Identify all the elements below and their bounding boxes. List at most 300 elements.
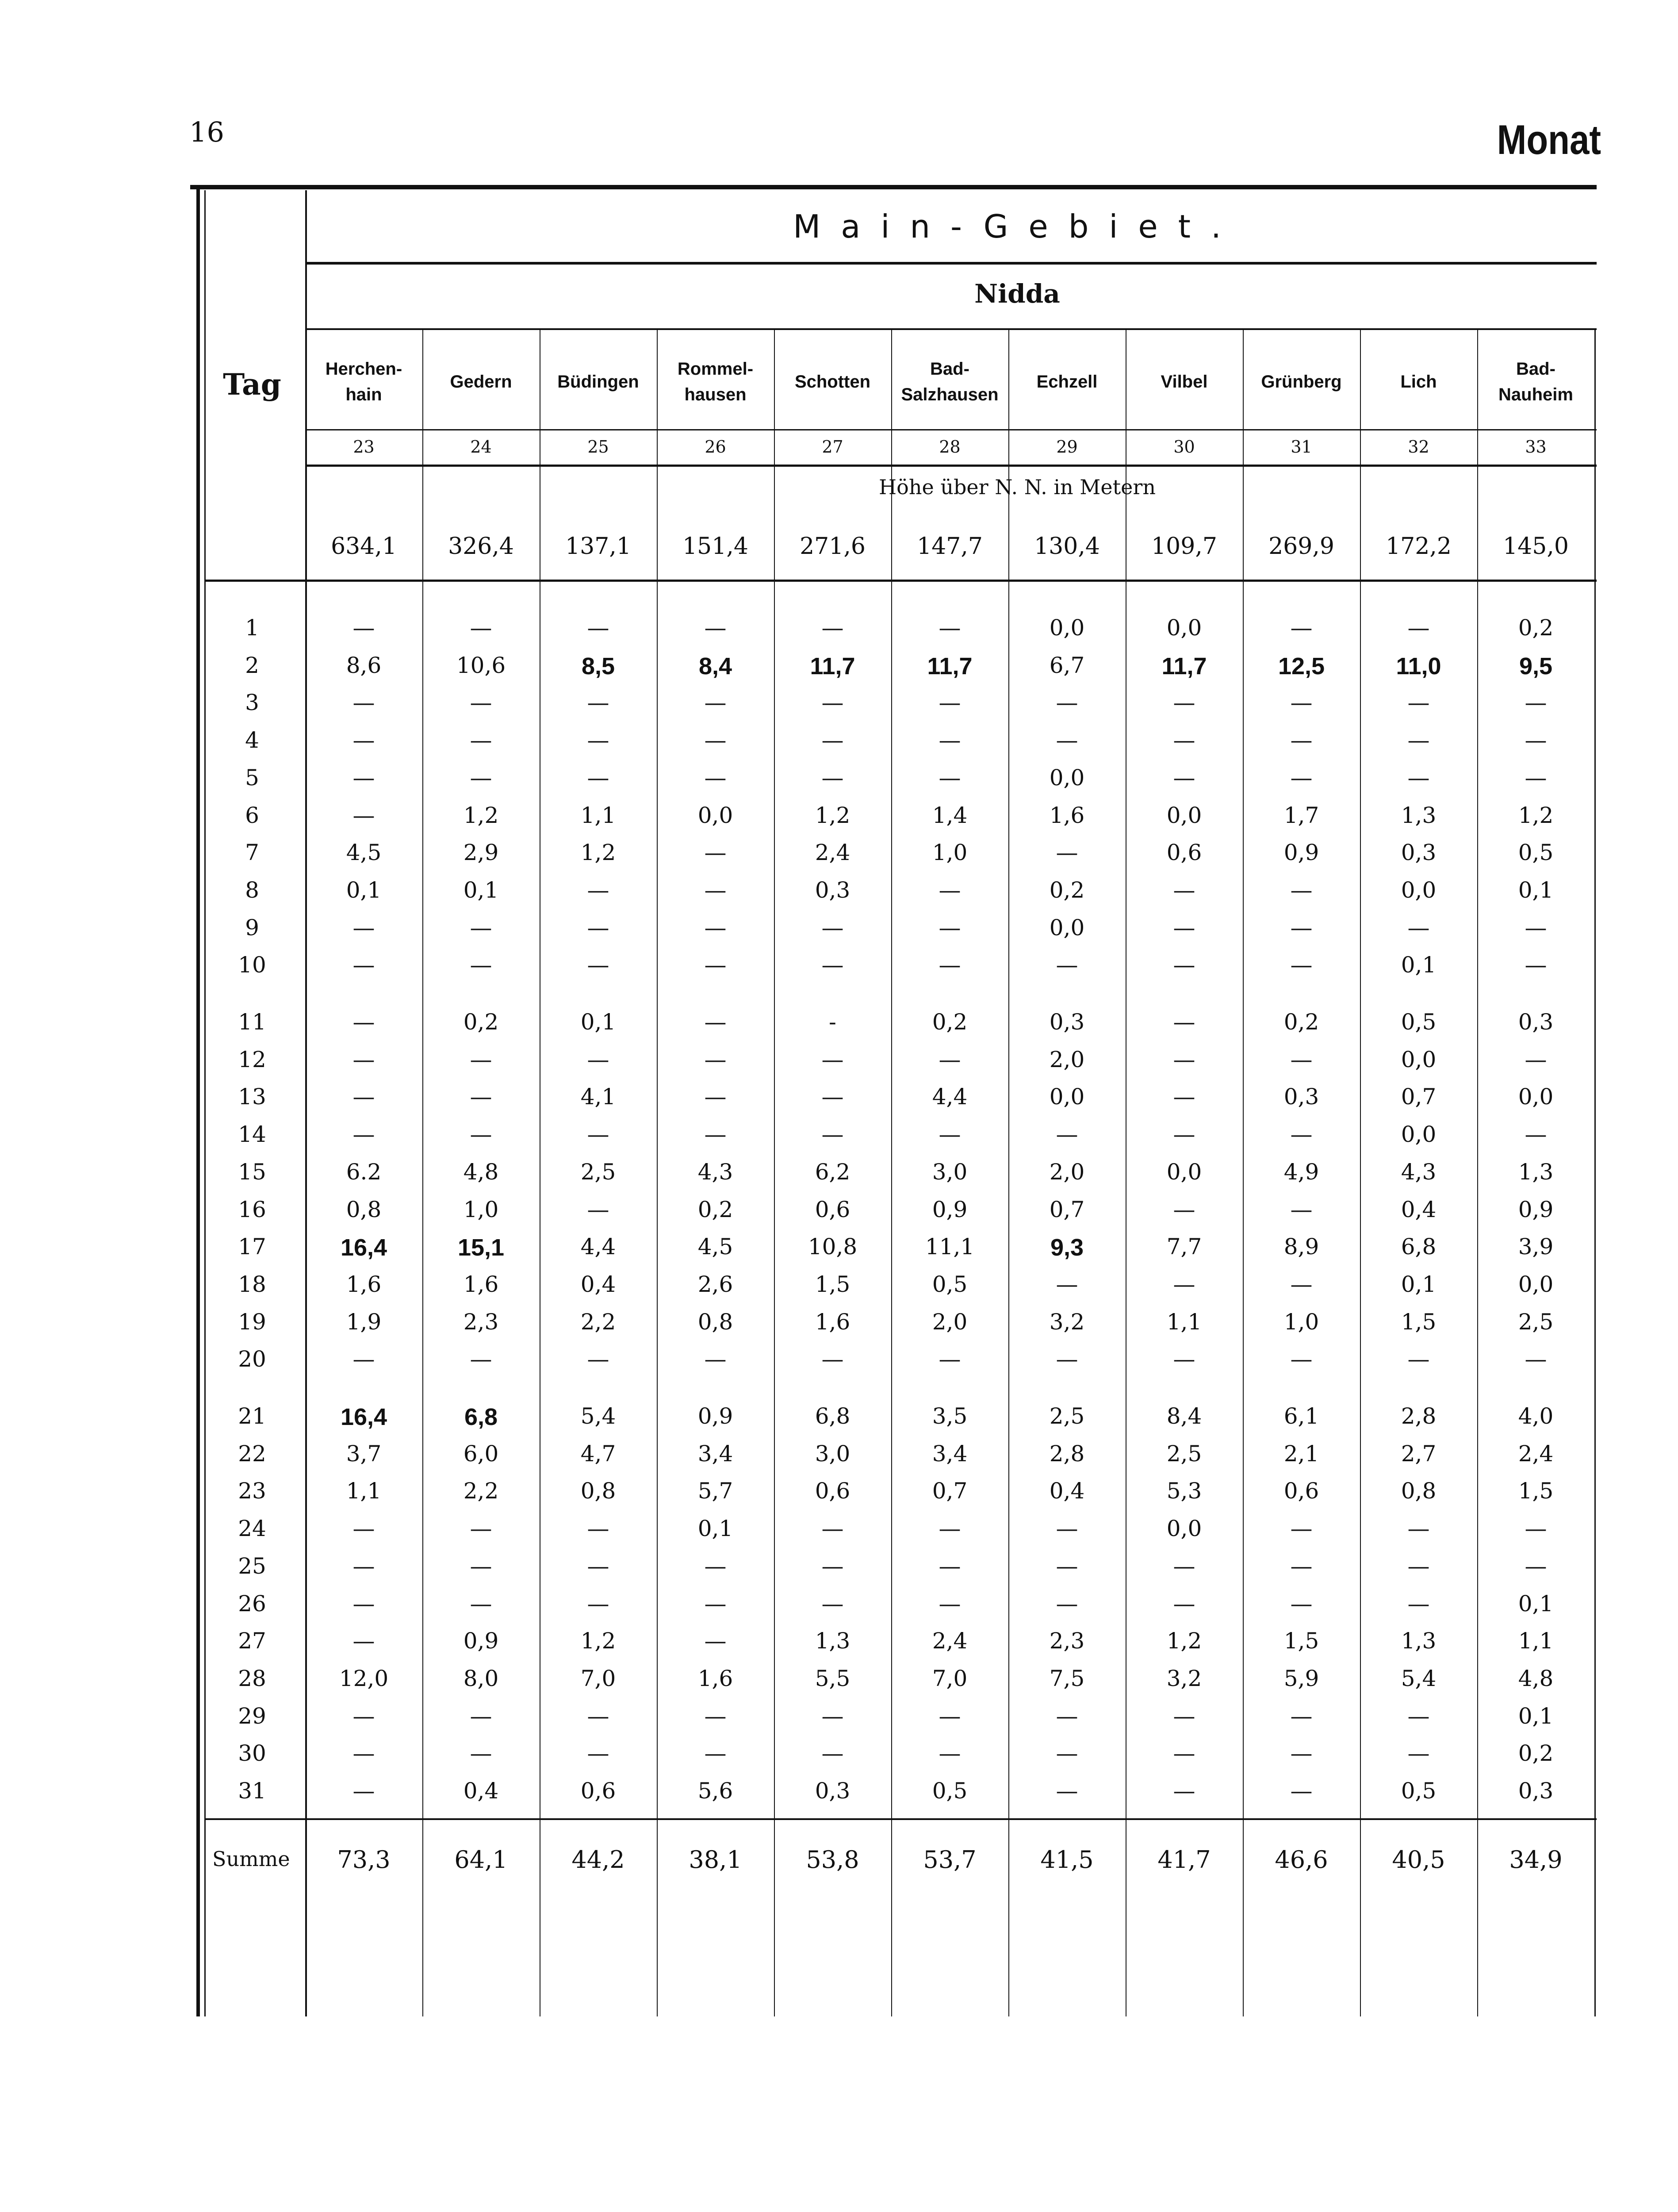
day-number: 8 xyxy=(245,877,259,903)
precipitation-value: 0,4 xyxy=(463,1778,499,1804)
precipitation-value: 0,4 xyxy=(580,1271,616,1297)
day-number: 27 xyxy=(238,1628,266,1654)
precipitation-value: — xyxy=(1056,952,1078,978)
precipitation-value: — xyxy=(587,764,609,791)
precipitation-value: 1,2 xyxy=(815,802,850,828)
precipitation-value: — xyxy=(939,952,961,978)
precipitation-value: — xyxy=(704,1628,727,1654)
precipitation-value: 0,0 xyxy=(1049,615,1085,641)
precipitation-value: — xyxy=(1290,727,1313,753)
precipitation-value: 2,0 xyxy=(1049,1159,1085,1185)
day-number: 7 xyxy=(245,840,259,866)
station-number: 32 xyxy=(1408,437,1429,457)
precipitation-value: 0,3 xyxy=(1283,1084,1319,1110)
precipitation-value: 4,3 xyxy=(697,1159,733,1185)
monthly-sum: 44,2 xyxy=(571,1846,625,1874)
precipitation-value: — xyxy=(470,1346,492,1372)
precipitation-value: 0,0 xyxy=(1401,1121,1437,1148)
precipitation-value: 1,6 xyxy=(1049,802,1085,828)
precipitation-value: 1,3 xyxy=(1401,802,1437,828)
day-number: 16 xyxy=(238,1196,266,1222)
precipitation-value: — xyxy=(821,690,844,716)
precipitation-value: 11,7 xyxy=(1161,653,1207,680)
precipitation-value: — xyxy=(1525,1046,1547,1072)
precipitation-value: 4,4 xyxy=(580,1234,616,1260)
monthly-sum: 40,5 xyxy=(1392,1846,1445,1874)
precipitation-value: — xyxy=(1056,1346,1078,1372)
precipitation-value: — xyxy=(587,1196,609,1222)
day-number: 3 xyxy=(245,690,259,716)
precipitation-value: 1,6 xyxy=(815,1309,850,1335)
precipitation-value: — xyxy=(939,1346,961,1372)
station-elevation: 151,4 xyxy=(682,533,748,560)
precipitation-value: 4,4 xyxy=(932,1084,968,1110)
precipitation-value: 4,5 xyxy=(697,1234,733,1260)
precipitation-value: — xyxy=(1290,764,1313,791)
precipitation-value: — xyxy=(1525,1553,1547,1579)
precipitation-value: 5,4 xyxy=(580,1403,616,1429)
station-number: 33 xyxy=(1525,437,1547,457)
monthly-sum: 46,6 xyxy=(1275,1846,1328,1874)
precipitation-value: — xyxy=(939,727,961,753)
table-left-inner-rule xyxy=(204,190,206,2016)
precipitation-value: 0,0 xyxy=(1166,1159,1202,1185)
precipitation-value: 0,0 xyxy=(1401,877,1437,903)
precipitation-value: 1,3 xyxy=(815,1628,850,1654)
precipitation-value: 1,5 xyxy=(1518,1478,1554,1504)
day-number: 24 xyxy=(238,1516,266,1542)
precipitation-value: — xyxy=(821,764,844,791)
precipitation-value: — xyxy=(939,1590,961,1617)
precipitation-value: 1,3 xyxy=(1401,1628,1437,1654)
precipitation-value: 1,1 xyxy=(346,1478,382,1504)
precipitation-value: — xyxy=(821,1703,844,1729)
precipitation-value: 4,3 xyxy=(1401,1159,1437,1185)
precipitation-value: 2,9 xyxy=(463,840,499,866)
station-elevation: 172,2 xyxy=(1386,533,1452,560)
precipitation-value: — xyxy=(470,914,492,941)
precipitation-value: — xyxy=(1290,914,1313,941)
precipitation-value: — xyxy=(1525,764,1547,791)
precipitation-value: — xyxy=(470,764,492,791)
precipitation-value: — xyxy=(1173,952,1195,978)
precipitation-value: — xyxy=(1173,877,1195,903)
precipitation-value: — xyxy=(1407,914,1430,941)
precipitation-value: 3,0 xyxy=(932,1159,968,1185)
precipitation-value: — xyxy=(704,1046,727,1072)
precipitation-value: 5,6 xyxy=(697,1778,733,1804)
precipitation-value: — xyxy=(939,1121,961,1148)
precipitation-value: — xyxy=(1290,877,1313,903)
precipitation-value: 1,5 xyxy=(1401,1309,1437,1335)
precipitation-value: 4,7 xyxy=(580,1440,616,1467)
station-name: Herchen- hain xyxy=(325,359,402,404)
precipitation-value: 2,7 xyxy=(1401,1440,1437,1467)
station-name: Büdingen xyxy=(557,372,639,392)
day-number: 12 xyxy=(238,1046,266,1072)
precipitation-value: — xyxy=(352,1740,375,1767)
day-number: 13 xyxy=(238,1084,266,1110)
precipitation-value: 1,6 xyxy=(697,1665,733,1691)
precipitation-value: — xyxy=(704,764,727,791)
precipitation-value: — xyxy=(352,1121,375,1148)
precipitation-value: 1,0 xyxy=(1283,1309,1319,1335)
precipitation-value: 2,5 xyxy=(1049,1403,1085,1429)
precipitation-value: — xyxy=(587,1740,609,1767)
precipitation-value: 1,0 xyxy=(932,840,968,866)
precipitation-value: — xyxy=(1290,1740,1313,1767)
precipitation-value: — xyxy=(704,1346,727,1372)
region-title: Main-Gebiet. xyxy=(793,208,1241,245)
precipitation-value: — xyxy=(939,1516,961,1542)
day-number: 28 xyxy=(238,1665,266,1691)
precipitation-value: 8,4 xyxy=(1166,1403,1202,1429)
station-name: Bad- Salzhausen xyxy=(901,359,999,404)
day-number: 25 xyxy=(238,1553,266,1579)
precipitation-value: 4,9 xyxy=(1283,1159,1319,1185)
precipitation-value: 1,1 xyxy=(580,802,616,828)
monthly-sum: 53,7 xyxy=(923,1846,977,1874)
precipitation-value: 0,0 xyxy=(1166,802,1202,828)
precipitation-value: — xyxy=(704,877,727,903)
precipitation-value: — xyxy=(821,1346,844,1372)
precipitation-value: — xyxy=(1056,1121,1078,1148)
precipitation-value: 0,4 xyxy=(1049,1478,1085,1504)
precipitation-value: — xyxy=(1173,1009,1195,1035)
precipitation-value: — xyxy=(1525,1516,1547,1542)
precipitation-value: 2,3 xyxy=(463,1309,499,1335)
precipitation-value: — xyxy=(352,764,375,791)
precipitation-value: — xyxy=(587,914,609,941)
precipitation-value: — xyxy=(1056,840,1078,866)
station-number: 23 xyxy=(353,437,375,457)
precipitation-value: 2,0 xyxy=(1049,1046,1085,1072)
precipitation-value: 12,5 xyxy=(1278,653,1325,680)
precipitation-value: 0,0 xyxy=(1049,914,1085,941)
precipitation-value: — xyxy=(704,615,727,641)
precipitation-value: — xyxy=(821,1046,844,1072)
precipitation-value: — xyxy=(1173,1196,1195,1222)
table-left-rule xyxy=(196,185,200,2016)
precipitation-value: — xyxy=(1525,727,1547,753)
river-rule xyxy=(305,328,1597,330)
precipitation-value: — xyxy=(704,1121,727,1148)
station-number: 25 xyxy=(587,437,609,457)
precipitation-value: — xyxy=(587,1516,609,1542)
precipitation-value: — xyxy=(1056,1740,1078,1767)
station-elevation: 145,0 xyxy=(1503,533,1569,560)
day-number: 30 xyxy=(238,1740,266,1767)
summe-label: Summe xyxy=(212,1847,290,1871)
precipitation-value: 1,4 xyxy=(932,802,968,828)
precipitation-value: 1,5 xyxy=(815,1271,850,1297)
precipitation-value: 1,6 xyxy=(346,1271,382,1297)
precipitation-value: 16,4 xyxy=(340,1404,387,1430)
precipitation-value: — xyxy=(1173,1553,1195,1579)
precipitation-value: — xyxy=(1525,1121,1547,1148)
precipitation-value: 15,1 xyxy=(457,1234,505,1261)
precipitation-value: — xyxy=(1407,690,1430,716)
day-number: 29 xyxy=(238,1703,266,1729)
precipitation-value: — xyxy=(704,1740,727,1767)
monthly-sum: 73,3 xyxy=(337,1846,391,1874)
precipitation-value: — xyxy=(587,1590,609,1617)
precipitation-value: — xyxy=(1290,1703,1313,1729)
precipitation-value: 0,9 xyxy=(463,1628,499,1654)
day-number: 20 xyxy=(238,1346,266,1372)
precipitation-value: — xyxy=(1173,1084,1195,1110)
precipitation-value: — xyxy=(939,877,961,903)
precipitation-value: — xyxy=(704,690,727,716)
precipitation-value: 0,4 xyxy=(1401,1196,1437,1222)
station-name: Grünberg xyxy=(1261,372,1342,392)
precipitation-value: — xyxy=(587,1703,609,1729)
precipitation-value: 0,8 xyxy=(1401,1478,1437,1504)
river-name: Nidda xyxy=(974,279,1060,309)
station-name: Bad- Nauheim xyxy=(1498,359,1573,404)
precipitation-value: 3,4 xyxy=(932,1440,968,1467)
station-name-rule xyxy=(305,429,1597,430)
precipitation-value: 0,0 xyxy=(1518,1271,1554,1297)
precipitation-value: 2,2 xyxy=(463,1478,499,1504)
precipitation-value: — xyxy=(1290,1346,1313,1372)
precipitation-value: 0,9 xyxy=(697,1403,733,1429)
precipitation-value: — xyxy=(470,1553,492,1579)
precipitation-value: — xyxy=(1407,1346,1430,1372)
precipitation-value: — xyxy=(352,914,375,941)
precipitation-value: 0,1 xyxy=(346,877,382,903)
precipitation-value: 0,0 xyxy=(1166,615,1202,641)
precipitation-value: — xyxy=(1407,1740,1430,1767)
precipitation-value: 12,0 xyxy=(339,1665,389,1691)
precipitation-value: 1,5 xyxy=(1283,1628,1319,1654)
precipitation-value: 9,3 xyxy=(1050,1234,1084,1261)
precipitation-value: — xyxy=(1173,764,1195,791)
precipitation-value: — xyxy=(939,914,961,941)
precipitation-value: — xyxy=(1290,690,1313,716)
precipitation-value: — xyxy=(1173,1046,1195,1072)
precipitation-value: 1,6 xyxy=(463,1271,499,1297)
day-number: 22 xyxy=(238,1440,266,1467)
precipitation-value: 6,7 xyxy=(1049,652,1085,678)
precipitation-value: 2,4 xyxy=(1518,1440,1554,1467)
precipitation-value: 0,0 xyxy=(1401,1046,1437,1072)
precipitation-value: 3,4 xyxy=(697,1440,733,1467)
precipitation-value: — xyxy=(704,1009,727,1035)
day-number: 9 xyxy=(245,914,259,941)
station-number: 30 xyxy=(1173,437,1195,457)
precipitation-value: 0,9 xyxy=(1283,840,1319,866)
precipitation-value: 4,1 xyxy=(580,1084,616,1110)
precipitation-value: 0,3 xyxy=(1518,1778,1554,1804)
precipitation-value: 1,2 xyxy=(1518,802,1554,828)
precipitation-value: 0,3 xyxy=(815,877,850,903)
precipitation-value: — xyxy=(470,952,492,978)
precipitation-value: 0,2 xyxy=(1049,877,1085,903)
precipitation-value: — xyxy=(352,615,375,641)
precipitation-value: 4,8 xyxy=(463,1159,499,1185)
precipitation-value: 0,1 xyxy=(1518,877,1554,903)
day-number: 21 xyxy=(238,1403,266,1429)
station-number: 29 xyxy=(1056,437,1078,457)
station-number: 31 xyxy=(1291,437,1312,457)
precipitation-value: — xyxy=(470,1121,492,1148)
precipitation-value: — xyxy=(1290,1196,1313,1222)
precipitation-value: — xyxy=(352,1703,375,1729)
precipitation-value: — xyxy=(1407,1516,1430,1542)
precipitation-value: 0,6 xyxy=(1283,1478,1319,1504)
precipitation-value: — xyxy=(939,764,961,791)
station-name: Echzell xyxy=(1036,372,1098,392)
precipitation-value: 11,7 xyxy=(927,653,973,680)
precipitation-value: — xyxy=(470,1516,492,1542)
precipitation-value: — xyxy=(1056,1703,1078,1729)
day-number: 11 xyxy=(238,1009,266,1035)
precipitation-value: 0,6 xyxy=(815,1478,850,1504)
precipitation-value: 2,2 xyxy=(580,1309,616,1335)
precipitation-value: — xyxy=(587,690,609,716)
precipitation-value: 6.2 xyxy=(346,1159,382,1185)
precipitation-value: — xyxy=(470,1590,492,1617)
precipitation-value: — xyxy=(587,1346,609,1372)
precipitation-value: 0,5 xyxy=(1401,1778,1437,1804)
precipitation-value: 0,7 xyxy=(1401,1084,1437,1110)
precipitation-value: 0,5 xyxy=(932,1271,968,1297)
day-number: 14 xyxy=(238,1121,266,1148)
precipitation-value: 5,5 xyxy=(815,1665,850,1691)
precipitation-value: 1,2 xyxy=(463,802,499,828)
station-name: Gedern xyxy=(450,372,512,392)
precipitation-value: — xyxy=(1525,952,1547,978)
precipitation-value: — xyxy=(470,1084,492,1110)
precipitation-value: — xyxy=(1290,952,1313,978)
precipitation-value: 0,3 xyxy=(1401,840,1437,866)
day-number: 19 xyxy=(238,1309,266,1335)
precipitation-value: — xyxy=(704,914,727,941)
precipitation-value: 1,1 xyxy=(1166,1309,1202,1335)
precipitation-value: — xyxy=(587,877,609,903)
precipitation-value: — xyxy=(821,615,844,641)
day-number: 18 xyxy=(238,1271,266,1297)
precipitation-value: 0,1 xyxy=(1401,1271,1437,1297)
precipitation-value: 5,3 xyxy=(1166,1478,1202,1504)
precipitation-value: 0,8 xyxy=(580,1478,616,1504)
precipitation-value: — xyxy=(352,1046,375,1072)
precipitation-value: 4,0 xyxy=(1518,1403,1554,1429)
precipitation-value: 1,0 xyxy=(463,1196,499,1222)
precipitation-value: — xyxy=(821,1121,844,1148)
precipitation-value: 0,1 xyxy=(580,1009,616,1035)
precipitation-value: 8,9 xyxy=(1283,1234,1319,1260)
precipitation-value: — xyxy=(1407,1703,1430,1729)
precipitation-value: 1,2 xyxy=(580,1628,616,1654)
precipitation-value: 6,2 xyxy=(815,1159,850,1185)
precipitation-value: — xyxy=(704,952,727,978)
precipitation-value: 2,5 xyxy=(580,1159,616,1185)
precipitation-value: 3,7 xyxy=(346,1440,382,1467)
station-elevation: 269,9 xyxy=(1268,533,1334,560)
precipitation-value: — xyxy=(352,1346,375,1372)
precipitation-value: — xyxy=(1290,1046,1313,1072)
station-number: 26 xyxy=(705,437,726,457)
precipitation-value: — xyxy=(587,727,609,753)
precipitation-value: 5,9 xyxy=(1283,1665,1319,1691)
precipitation-value: 0,9 xyxy=(932,1196,968,1222)
precipitation-value: — xyxy=(1173,1346,1195,1372)
precipitation-value: 2,5 xyxy=(1166,1440,1202,1467)
precipitation-value: — xyxy=(352,1084,375,1110)
precipitation-value: — xyxy=(1290,1271,1313,1297)
precipitation-value: — xyxy=(1056,1778,1078,1804)
precipitation-value: — xyxy=(352,1778,375,1804)
precipitation-value: — xyxy=(352,1009,375,1035)
precipitation-value: — xyxy=(704,1553,727,1579)
precipitation-value: 7,7 xyxy=(1166,1234,1202,1260)
precipitation-value: 1,9 xyxy=(346,1309,382,1335)
precipitation-value: — xyxy=(1056,1590,1078,1617)
precipitation-value: 0,2 xyxy=(1283,1009,1319,1035)
station-elevation: 147,7 xyxy=(917,533,983,560)
precipitation-value: — xyxy=(821,727,844,753)
station-number: 28 xyxy=(939,437,961,457)
precipitation-value: — xyxy=(1290,1590,1313,1617)
precipitation-value: 1,1 xyxy=(1518,1628,1554,1654)
day-number: 17 xyxy=(238,1234,266,1260)
precipitation-value: 0,7 xyxy=(932,1478,968,1504)
precipitation-value: 0,0 xyxy=(1518,1084,1554,1110)
precipitation-value: — xyxy=(352,1628,375,1654)
precipitation-value: — xyxy=(1173,1121,1195,1148)
precipitation-value: 8,6 xyxy=(346,652,382,678)
precipitation-value: 0,3 xyxy=(1049,1009,1085,1035)
precipitation-value: — xyxy=(1173,1740,1195,1767)
precipitation-value: — xyxy=(1290,615,1313,641)
precipitation-value: 0,0 xyxy=(697,802,733,828)
precipitation-value: 1,3 xyxy=(1518,1159,1554,1185)
precipitation-value: — xyxy=(1056,1271,1078,1297)
precipitation-value: 3,5 xyxy=(932,1403,968,1429)
precipitation-value: — xyxy=(587,952,609,978)
precipitation-value: — xyxy=(821,1084,844,1110)
precipitation-value: 2,5 xyxy=(1518,1309,1554,1335)
station-number-rule xyxy=(305,465,1597,467)
day-number: 10 xyxy=(238,952,266,978)
precipitation-value: 4,8 xyxy=(1518,1665,1554,1691)
precipitation-value: 10,8 xyxy=(808,1234,858,1260)
precipitation-value: — xyxy=(587,1046,609,1072)
precipitation-value: — xyxy=(939,1703,961,1729)
region-title-rule xyxy=(305,262,1597,265)
precipitation-value: 0,1 xyxy=(1518,1590,1554,1617)
precipitation-value: 0,5 xyxy=(1518,840,1554,866)
precipitation-value: - xyxy=(829,1009,836,1035)
monthly-sum: 53,8 xyxy=(806,1846,859,1874)
precipitation-value: 2,0 xyxy=(932,1309,968,1335)
precipitation-value: 3,9 xyxy=(1518,1234,1554,1260)
precipitation-value: — xyxy=(939,1553,961,1579)
precipitation-value: — xyxy=(1056,690,1078,716)
precipitation-value: — xyxy=(939,1740,961,1767)
precipitation-value: — xyxy=(1173,690,1195,716)
station-elevation: 109,7 xyxy=(1151,533,1217,560)
table-top-rule xyxy=(190,185,1597,189)
precipitation-value: — xyxy=(352,1553,375,1579)
precipitation-value: — xyxy=(352,690,375,716)
precipitation-value: 0,8 xyxy=(346,1196,382,1222)
precipitation-value: 2,1 xyxy=(1283,1440,1319,1467)
precipitation-value: — xyxy=(470,1046,492,1072)
precipitation-value: 2,8 xyxy=(1401,1403,1437,1429)
